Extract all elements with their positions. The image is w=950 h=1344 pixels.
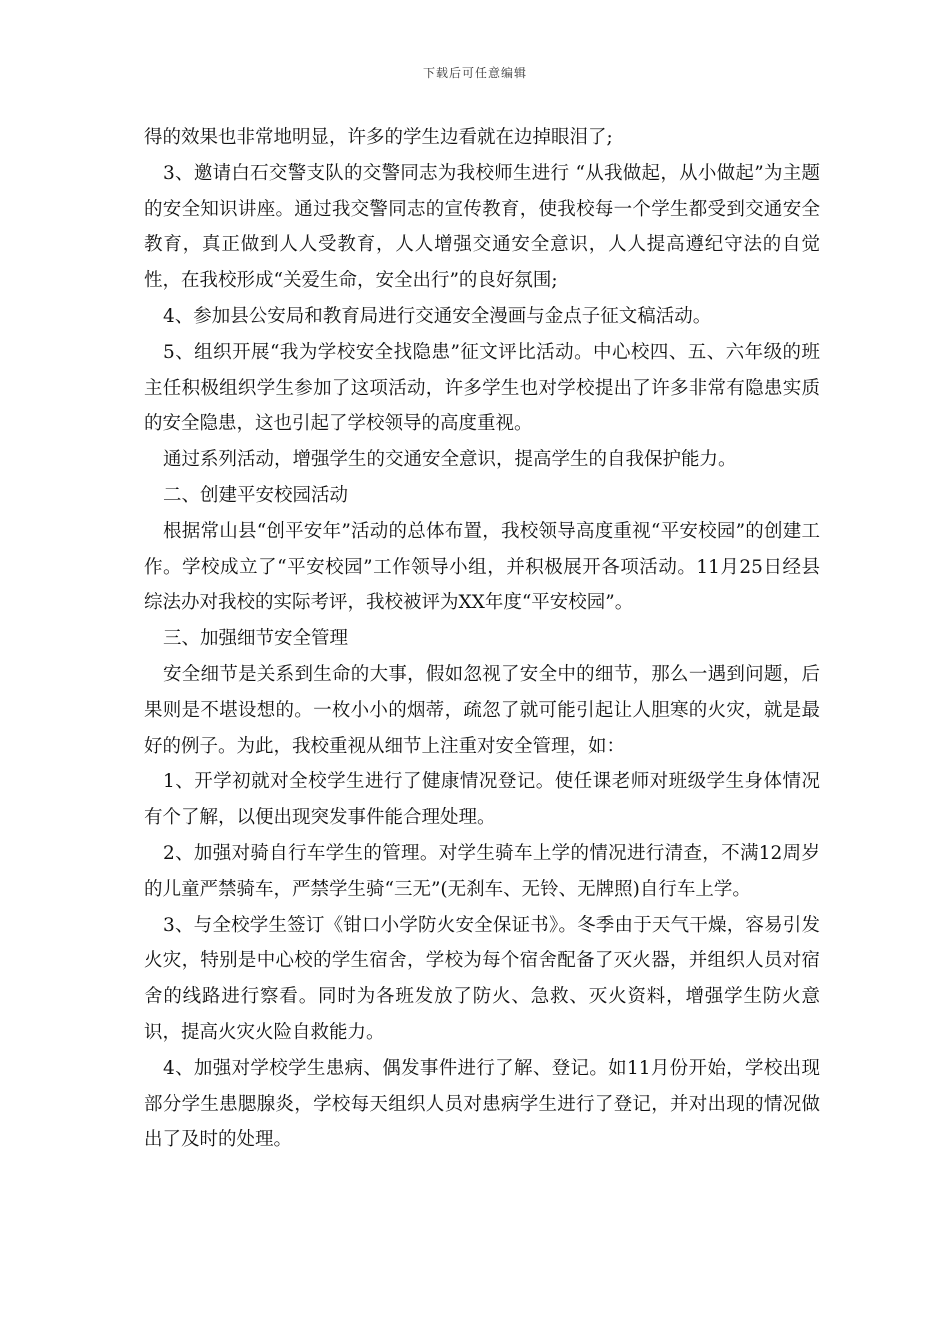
paragraph: 根据常山县“创平安年”活动的总体布置，我校领导高度重视“平安校园”的创建工作。学校成立了“平安校园”工作领导小组，并积极展开各项活动。11月25日经县综法办对我校的实际考评，我校被评为XX年度“平安校园”。	[144, 520, 820, 614]
paragraph: 2、加强对骑自行车学生的管理。对学生骑车上学的情况进行清查，不满12周岁的儿童严禁骑车，严禁学生骑“三无”(无刹车、无铃、无牌照)自行车上学。	[144, 842, 820, 900]
paragraph: 4、加强对学校学生患病、偶发事件进行了解、登记。如11月份开始，学校出现部分学生患腮腺炎，学校每天组织人员对患病学生进行了登记，并对出现的情况做出了及时的处理。	[144, 1057, 820, 1151]
paragraph: 3、邀请白石交警支队的交警同志为我校师生进行 “从我做起，从小做起”为主题的安全知识讲座。通过我交警同志的宣传教育，使我校每一个学生都受到交通安全教育，真正做到人人受教育，人人增强交通安全意识，人人提高遵纪守法的自觉性，在我校形成“关爱生命，安全出行”的良好氛围;	[144, 162, 820, 292]
paragraph: 5、组织开展“我为学校安全找隐患”征文评比活动。中心校四、五、六年级的班主任积极组织学生参加了这项活动，许多学生也对学校提出了许多非常有隐患实质的安全隐患，这也引起了学校领导的高度重视。	[144, 341, 820, 435]
paragraph: 4、参加县公安局和教育局进行交通安全漫画与金点子征文稿活动。	[163, 305, 712, 327]
section-heading: 三、加强细节安全管理	[163, 628, 349, 650]
page-header: 下载后可任意编辑	[422, 66, 527, 80]
paragraph: 安全细节是关系到生命的大事，假如忽视了安全中的细节，那么一遇到问题，后果则是不堪设想的。一枚小小的烟蒂，疏忽了就可能引起让人胆寒的火灾，就是最好的例子。为此，我校重视从细节上注重对安全管理，如：	[144, 663, 820, 757]
paragraph: 通过系列活动，增强学生的交通安全意识，提高学生的自我保护能力。	[163, 449, 737, 471]
paragraph: 1、开学初就对全校学生进行了健康情况登记。使任课老师对班级学生身体情况有个了解，以便出现突发事件能合理处理。	[144, 771, 820, 829]
paragraph: 得的效果也非常地明显，许多的学生边看就在边掉眼泪了;	[144, 127, 613, 148]
document-body	[144, 120, 820, 1158]
paragraph: 3、与全校学生签订《钳口小学防火安全保证书》。冬季由于天气干燥，容易引发火灾，特别是中心校的学生宿舍，学校为每个宿舍配备了灭火器，并组织人员对宿舍的线路进行察看。同时为各班发放了防火、急救、灭火资料，增强学生防火意识，提高火灾火险自救能力。	[144, 914, 820, 1043]
section-heading: 二、创建平安校园活动	[163, 484, 349, 506]
